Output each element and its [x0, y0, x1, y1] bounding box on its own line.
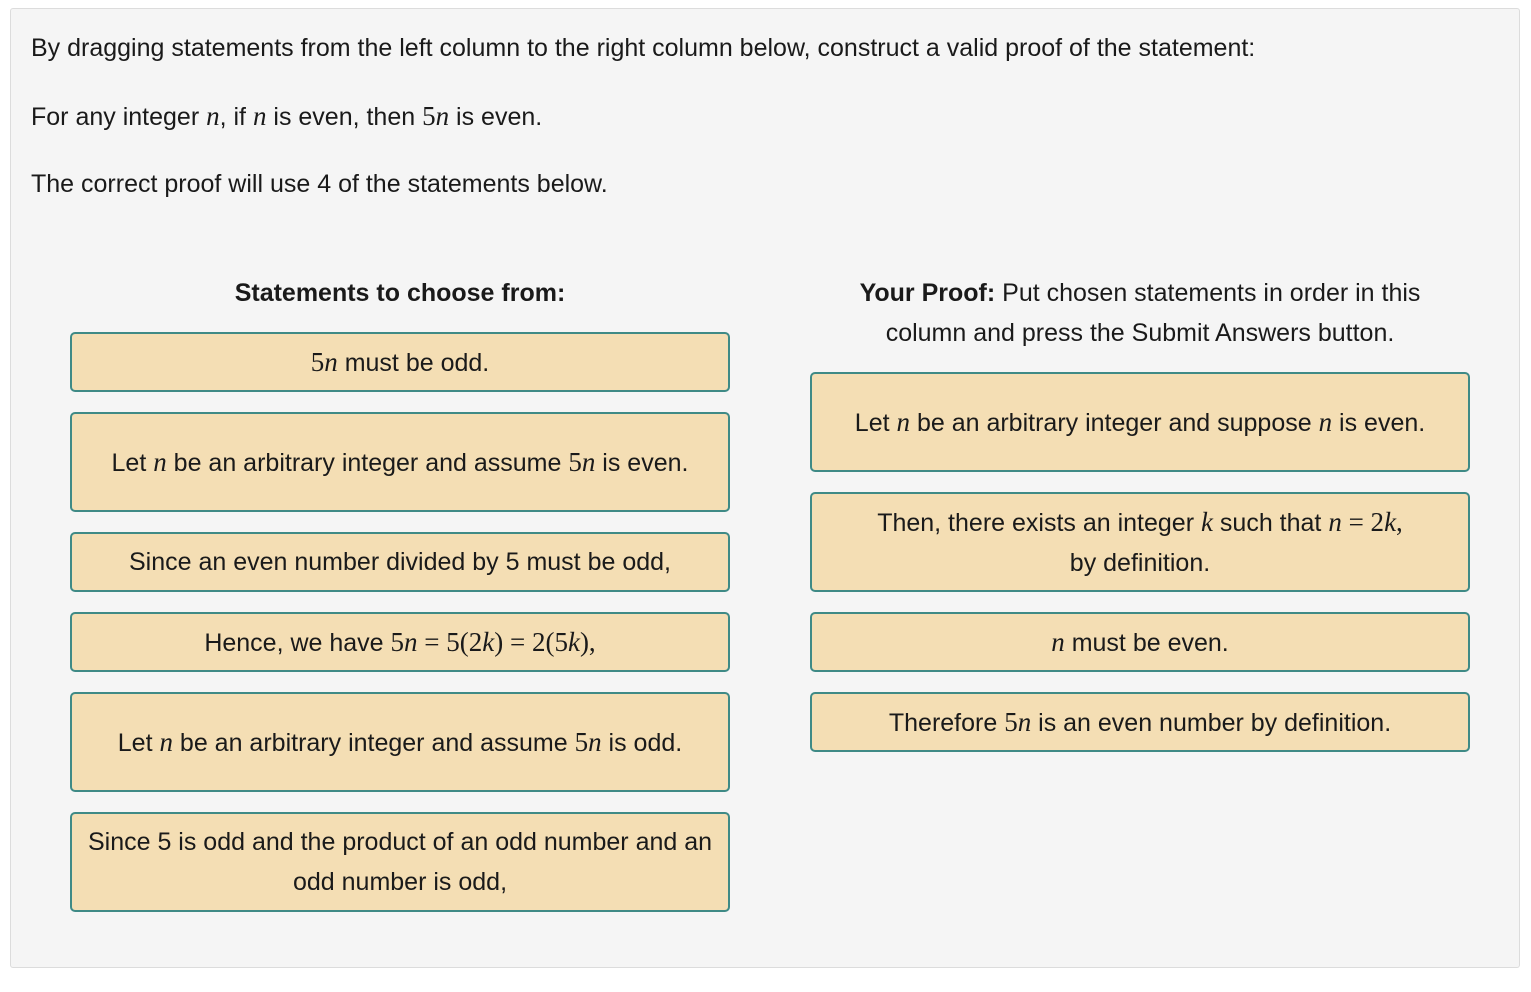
- proof-card-therefore-5n-even[interactable]: [810, 692, 1470, 752]
- math-var: k: [1384, 506, 1397, 537]
- math-var: n: [153, 446, 167, 477]
- proof-heading-text: Put chosen statements in order in this: [995, 279, 1421, 307]
- proof-heading: [801, 273, 1479, 353]
- claim-text: is even, then: [266, 103, 423, 131]
- math-var: n: [1017, 706, 1032, 737]
- card-text: Let: [854, 408, 897, 437]
- math: ),: [579, 626, 596, 657]
- math-var: k: [1200, 506, 1213, 537]
- claim-statement: [31, 101, 542, 132]
- math: 5: [574, 726, 589, 757]
- math-var: n: [159, 726, 173, 757]
- math-var: n: [1318, 406, 1333, 437]
- card-text: must be odd.: [337, 348, 490, 377]
- math-var: n: [896, 406, 910, 437]
- choice-card-assume-5n-even[interactable]: [70, 412, 730, 512]
- math: ,: [1396, 506, 1403, 537]
- choice-card-odd-product[interactable]: [70, 812, 730, 912]
- card-text: is even.: [1332, 408, 1426, 437]
- question-panel: [10, 8, 1520, 968]
- math-var: n: [581, 446, 596, 477]
- choices-heading-label: Statements to choose from:: [234, 279, 566, 307]
- claim-math: 5: [422, 101, 436, 131]
- math: ) = 2(5: [494, 626, 568, 657]
- math-var: n: [404, 626, 418, 657]
- math: = 5(2: [417, 626, 483, 657]
- math-var: n: [1328, 506, 1342, 537]
- card-text: must be even.: [1064, 628, 1229, 657]
- math: 5: [310, 346, 325, 377]
- proof-card-n-even[interactable]: [810, 612, 1470, 672]
- math: 5: [1004, 706, 1018, 737]
- choice-card-assume-5n-odd[interactable]: [70, 692, 730, 792]
- card-text: Since 5 is odd and the product of an odd number and an odd number is odd,: [87, 828, 713, 896]
- card-text: Therefore: [888, 708, 1005, 737]
- proof-card-suppose-n-even[interactable]: [810, 372, 1470, 472]
- choices-heading: [70, 273, 730, 313]
- math-var: n: [1051, 626, 1065, 657]
- card-text: be an arbitrary integer and assume: [172, 728, 575, 757]
- proof-heading-bold: Your Proof:: [859, 279, 996, 307]
- card-text: Hence, we have: [204, 628, 391, 657]
- card-text: such that: [1212, 508, 1329, 537]
- math: = 2: [1341, 506, 1385, 537]
- card-text: Since an even number divided by 5 must be odd,: [128, 548, 671, 576]
- proof-card-exists-k[interactable]: [810, 492, 1470, 592]
- math: 5: [568, 446, 582, 477]
- card-text: be an arbitrary integer and assume: [166, 448, 569, 477]
- choice-card-even-divided[interactable]: [70, 532, 730, 592]
- instructions-text: By dragging statements from the left column to the right column below, construct a valid proof of the statement:: [31, 34, 1256, 62]
- card-text: is even.: [595, 448, 689, 477]
- card-text: be an arbitrary integer and suppose: [910, 408, 1319, 437]
- claim-var: n: [206, 101, 220, 131]
- claim-text: For any integer: [31, 103, 207, 131]
- proof-heading-text: column and press the Submit Answers button.: [885, 319, 1395, 347]
- claim-var: n: [252, 101, 267, 131]
- choice-card-hence-5n[interactable]: [70, 612, 730, 672]
- card-text: is an even number by definition.: [1031, 708, 1392, 737]
- card-text: Let: [117, 728, 160, 757]
- math-var: n: [324, 346, 338, 377]
- math: 5: [390, 626, 405, 657]
- choice-card-5n-odd[interactable]: [70, 332, 730, 392]
- card-text: by definition.: [1069, 548, 1211, 577]
- proof-length-hint: The correct proof will use 4 of the statements below.: [31, 170, 608, 198]
- claim-var: n: [435, 101, 450, 131]
- card-text: is odd.: [601, 728, 683, 757]
- claim-text: is even.: [449, 103, 543, 131]
- math-var: n: [588, 726, 602, 757]
- card-text: Then, there exists an integer: [877, 508, 1201, 537]
- card-text: Let: [111, 448, 154, 477]
- math-var: k: [482, 626, 495, 657]
- claim-text: , if: [219, 103, 253, 131]
- math-var: k: [567, 626, 580, 657]
